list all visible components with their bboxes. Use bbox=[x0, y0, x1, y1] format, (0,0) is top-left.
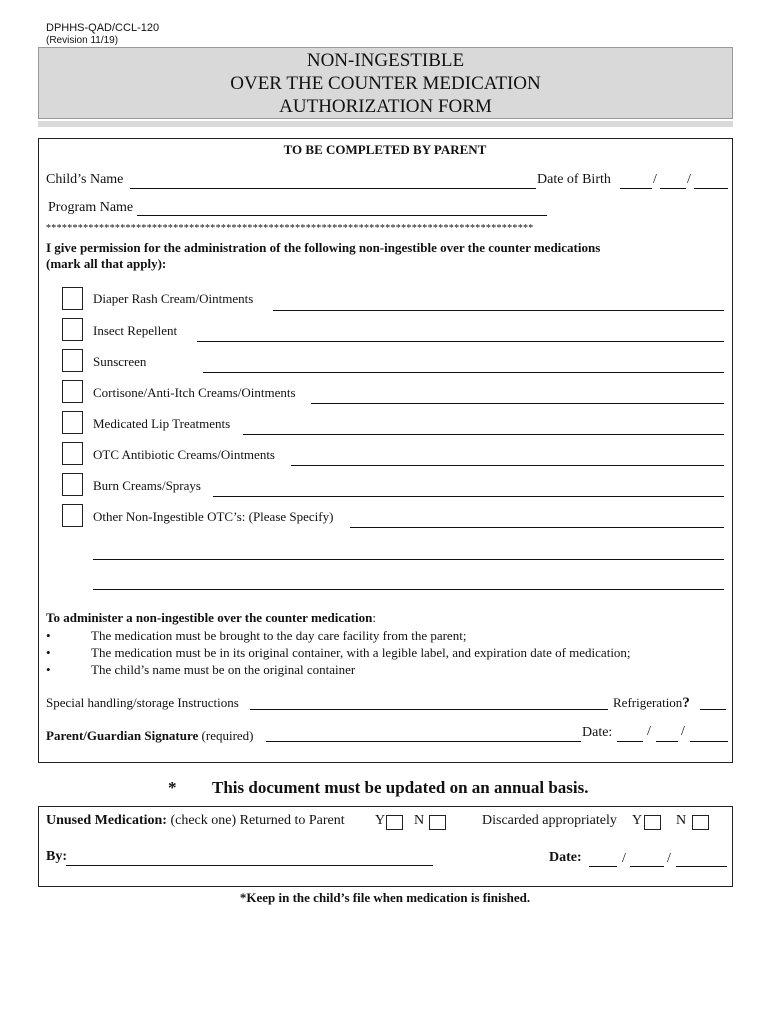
signature-label bbox=[46, 728, 254, 744]
checkbox-insect-repellent[interactable] bbox=[62, 318, 83, 341]
med-label-burn-creams: Burn Creams/Sprays bbox=[93, 478, 201, 493]
returned-no-checkbox[interactable] bbox=[429, 815, 446, 830]
refrigeration-question: ? bbox=[682, 695, 690, 711]
date-separator: / bbox=[681, 724, 685, 739]
med-line-other-otc[interactable] bbox=[350, 527, 724, 528]
med-label-antibiotic: OTC Antibiotic Creams/Ointments bbox=[93, 447, 275, 462]
date-separator: / bbox=[667, 851, 671, 866]
dob-separator: / bbox=[687, 172, 691, 187]
permission-text-1: I give permission for the administration of the following non-ingestible over the counter medications bbox=[46, 240, 601, 255]
med-line-sunscreen[interactable] bbox=[203, 372, 724, 373]
administer-heading-colon: : bbox=[372, 610, 376, 625]
dob-label: Date of Birth bbox=[537, 172, 611, 187]
dob-month-field[interactable] bbox=[620, 188, 652, 189]
program-name-field[interactable] bbox=[137, 215, 547, 216]
med-line-cortisone[interactable] bbox=[311, 403, 724, 404]
discarded-no-checkbox[interactable] bbox=[692, 815, 709, 830]
program-name-label: Program Name bbox=[48, 200, 134, 215]
checkbox-cortisone[interactable] bbox=[62, 380, 83, 403]
discarded-label: Discarded appropriately bbox=[482, 813, 617, 828]
title-line-2: OVER THE COUNTER MEDICATION bbox=[230, 73, 541, 94]
other-specify-line-2[interactable] bbox=[93, 559, 724, 560]
title-box bbox=[38, 47, 733, 119]
title-shadow bbox=[38, 121, 733, 127]
checkbox-sunscreen[interactable] bbox=[62, 349, 83, 372]
unused-date-year[interactable] bbox=[676, 866, 727, 867]
med-label-insect-repellent: Insect Repellent bbox=[93, 323, 178, 338]
med-line-diaper-rash[interactable] bbox=[273, 310, 724, 311]
bullet-dot: • bbox=[46, 662, 51, 677]
dob-year-field[interactable] bbox=[694, 188, 728, 189]
returned-yes-checkbox[interactable] bbox=[386, 815, 403, 830]
unused-date-label: Date: bbox=[549, 850, 582, 865]
med-label-lip-treatments: Medicated Lip Treatments bbox=[93, 416, 231, 431]
signature-date-month[interactable] bbox=[617, 741, 643, 742]
refrigeration-text: Refrigeration bbox=[613, 695, 683, 710]
checkbox-other-otc[interactable] bbox=[62, 504, 83, 527]
asterisk-divider: ******************************************************************************************** bbox=[46, 223, 534, 234]
refrigeration-label bbox=[613, 695, 690, 712]
unused-date-day[interactable] bbox=[630, 866, 664, 867]
special-handling-label: Special handling/storage Instructions bbox=[46, 695, 239, 710]
unused-medication-label bbox=[46, 813, 345, 829]
signature-date-year[interactable] bbox=[690, 741, 728, 742]
date-separator: / bbox=[622, 851, 626, 866]
other-specify-line-3[interactable] bbox=[93, 589, 724, 590]
administer-bullet-3: The child’s name must be on the original container bbox=[91, 662, 356, 677]
signature-date-label: Date: bbox=[582, 725, 613, 740]
signature-date-day[interactable] bbox=[656, 741, 678, 742]
signature-field[interactable] bbox=[266, 741, 581, 742]
returned-yes-label: Y bbox=[375, 813, 386, 828]
unused-medication-rest: (check one) Returned to Parent bbox=[166, 813, 345, 828]
administer-bullet-1: The medication must be brought to the day care facility from the parent; bbox=[91, 628, 467, 643]
form-code: DPHHS-QAD/CCL-120 bbox=[46, 22, 160, 34]
checkbox-lip-treatments[interactable] bbox=[62, 411, 83, 434]
section-heading: TO BE COMPLETED BY PARENT bbox=[283, 142, 487, 157]
by-field[interactable] bbox=[66, 865, 433, 866]
title-line-3: AUTHORIZATION FORM bbox=[279, 96, 492, 117]
signature-required: (required) bbox=[198, 728, 254, 743]
unused-date-month[interactable] bbox=[589, 866, 617, 867]
revision-label: (Revision 11/19) bbox=[46, 35, 119, 46]
discarded-no-label: N bbox=[676, 813, 687, 828]
child-name-label: Child’s Name bbox=[46, 172, 124, 187]
discarded-yes-label: Y bbox=[632, 813, 643, 828]
med-line-insect-repellent[interactable] bbox=[197, 341, 724, 342]
dob-day-field[interactable] bbox=[660, 188, 686, 189]
administer-heading bbox=[46, 610, 376, 626]
signature-label-text: Parent/Guardian Signature bbox=[46, 728, 199, 743]
med-line-burn-creams[interactable] bbox=[213, 496, 724, 497]
med-label-cortisone: Cortisone/Anti-Itch Creams/Ointments bbox=[93, 385, 296, 400]
administer-heading-text: To administer a non-ingestible over the counter medication bbox=[46, 610, 373, 625]
special-handling-field[interactable] bbox=[250, 709, 608, 710]
permission-text-2: (mark all that apply): bbox=[46, 256, 167, 271]
annual-notice-text: This document must be updated on an annual basis. bbox=[212, 778, 589, 797]
checkbox-antibiotic[interactable] bbox=[62, 442, 83, 465]
med-label-diaper-rash: Diaper Rash Cream/Ointments bbox=[93, 291, 254, 306]
med-label-other-otc: Other Non-Ingestible OTC’s: (Please Specify) bbox=[93, 509, 334, 524]
administer-bullet-2: The medication must be in its original container, with a legible label, and expiration date of medication; bbox=[91, 645, 631, 660]
date-separator: / bbox=[647, 724, 651, 739]
discarded-yes-checkbox[interactable] bbox=[644, 815, 661, 830]
by-label: By: bbox=[46, 849, 67, 864]
unused-medication-bold: Unused Medication: bbox=[46, 813, 167, 828]
title-line-1: NON-INGESTIBLE bbox=[306, 50, 465, 71]
med-label-sunscreen: Sunscreen bbox=[93, 354, 147, 369]
bullet-dot: • bbox=[46, 645, 51, 660]
child-name-field[interactable] bbox=[130, 188, 536, 189]
dob-separator: / bbox=[653, 172, 657, 187]
footer-note: *Keep in the child’s file when medication is finished. bbox=[239, 890, 531, 905]
bullet-dot: • bbox=[46, 628, 51, 643]
checkbox-burn-creams[interactable] bbox=[62, 473, 83, 496]
annual-notice-star: * bbox=[168, 778, 177, 797]
med-line-lip-treatments[interactable] bbox=[243, 434, 724, 435]
med-line-antibiotic[interactable] bbox=[291, 465, 724, 466]
returned-no-label: N bbox=[414, 813, 425, 828]
refrigeration-field[interactable] bbox=[700, 709, 726, 710]
checkbox-diaper-rash[interactable] bbox=[62, 287, 83, 310]
